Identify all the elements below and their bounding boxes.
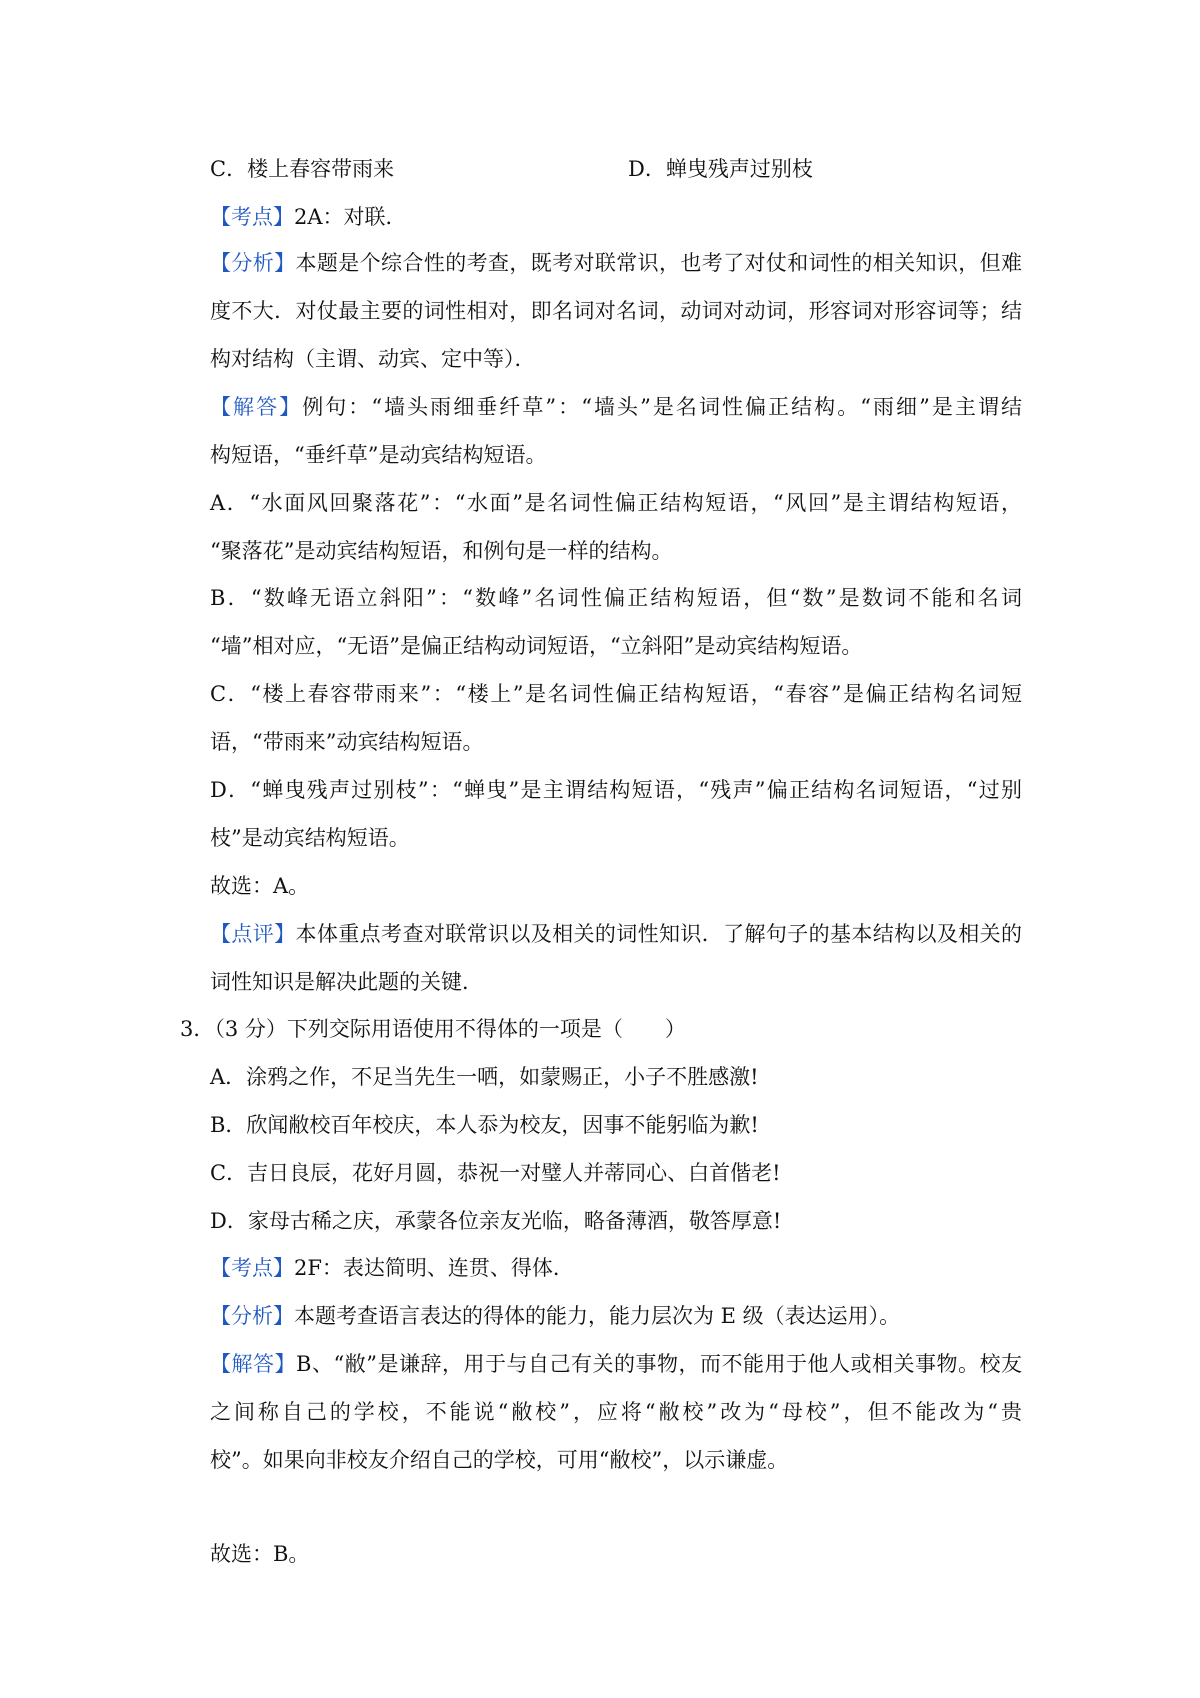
fenxi-line-3: 构对结构（主谓、动宾、定中等）． [210,347,536,371]
q3-jieda-line-1: 【解答】B、“敝”是谦辞，用于与自己有关的事物，而不能用于他人或相关事物。校友 [210,1352,1023,1376]
jieda-label: 【解答】 [210,395,303,419]
jieda-line-10: 枝”是动宾结构短语。 [210,826,410,850]
q3-kaodian-label: 【考点】 [210,1256,294,1280]
q3-fenxi-row: 【分析】本题考查语言表达的得体的能力，能力层次为 E 级（表达运用）。 [210,1304,901,1328]
q3-option-c: C．吉日良辰，花好月圆，恭祝一对璧人并蒂同心、白首偕老! [210,1161,781,1185]
kaodian-row [210,202,407,232]
dianping-line-2: 词性知识是解决此题的关键． [210,970,483,994]
q3-answer: 故选：B。 [210,1542,310,1566]
q3-jieda-line-2: 之间称自己的学校，不能说“敝校”，应将“敝校”改为“母校”，但不能改为“贵 [210,1400,1022,1424]
q3-option-b: B．欣闻敝校百年校庆，本人忝为校友，因事不能躬临为歉! [210,1113,759,1137]
jieda-line-5: B．“数峰无语立斜阳”：“数峰”名词性偏正结构短语，但“数”是数词不能和名词 [210,586,1022,610]
dianping-line-1: 【点评】本体重点考查对联常识以及相关的词性知识．了解句子的基本结构以及相关的 [210,922,1023,946]
jieda-line-2: 构短语，“垂纤草”是动宾结构短语。 [210,443,547,467]
jieda-line-6: “墙”相对应，“无语”是偏正结构动词短语，“立斜阳”是动宾结构短语。 [210,634,863,658]
jieda-line-8: 语，“带雨来”动宾结构短语。 [210,730,484,754]
dianping-label: 【点评】 [210,922,296,946]
option-c: C．楼上春容带雨来 [210,157,395,181]
q3-option-d: D．家母古稀之庆，承蒙各位亲友光临，略备薄酒，敬答厚意! [210,1209,782,1233]
fenxi-label: 【分析】 [210,251,296,275]
jieda-line-1: 【解答】例句：“墙头雨细垂纤草”：“墙头”是名词性偏正结构。“雨细”是主谓结 [210,395,1023,419]
q3-option-a: A．涂鸦之作，不足当先生一哂，如蒙赐正，小子不胜感激! [210,1065,759,1089]
q3-kaodian-row: 【考点】2F：表达简明、连贯、得体． [210,1256,574,1280]
kaodian-label: 【考点】 [210,205,294,229]
jieda-line-4: “聚落花”是动宾结构短语，和例句是一样的结构。 [210,539,673,563]
fenxi-line-2: 度不大．对仗最主要的词性相对，即名词对名词，动词对动词，形容词对形容词等；结 [210,299,1022,323]
kaodian-text: 2A：对联． [294,205,407,229]
q3-jieda-label: 【解答】 [210,1352,297,1376]
answer-a: 故选：A。 [210,874,310,898]
fenxi-line-1: 【分析】本题是个综合性的考查，既考对联常识，也考了对仗和词性的相关知识，但难 [210,251,1023,275]
q3-jieda-line-3: 校”。如果向非校友介绍自己的学校，可用“敝校”，以示谦虚。 [210,1448,789,1472]
q3-fenxi-label: 【分析】 [210,1304,294,1328]
option-d: D．蝉曳残声过别枝 [628,157,813,181]
question-3-stem: 3．（3 分）下列交际用语使用不得体的一项是（ ） [180,1017,686,1041]
jieda-line-9: D．“蝉曳残声过别枝”：“蝉曳”是主谓结构短语，“残声”偏正结构名词短语，“过别 [210,778,1022,802]
jieda-line-3: A．“水面风回聚落花”：“水面”是名词性偏正结构短语，“风回”是主谓结构短语， [210,491,1022,515]
jieda-line-7: C．“楼上春容带雨来”：“楼上”是名词性偏正结构短语，“春容”是偏正结构名词短 [210,682,1022,706]
